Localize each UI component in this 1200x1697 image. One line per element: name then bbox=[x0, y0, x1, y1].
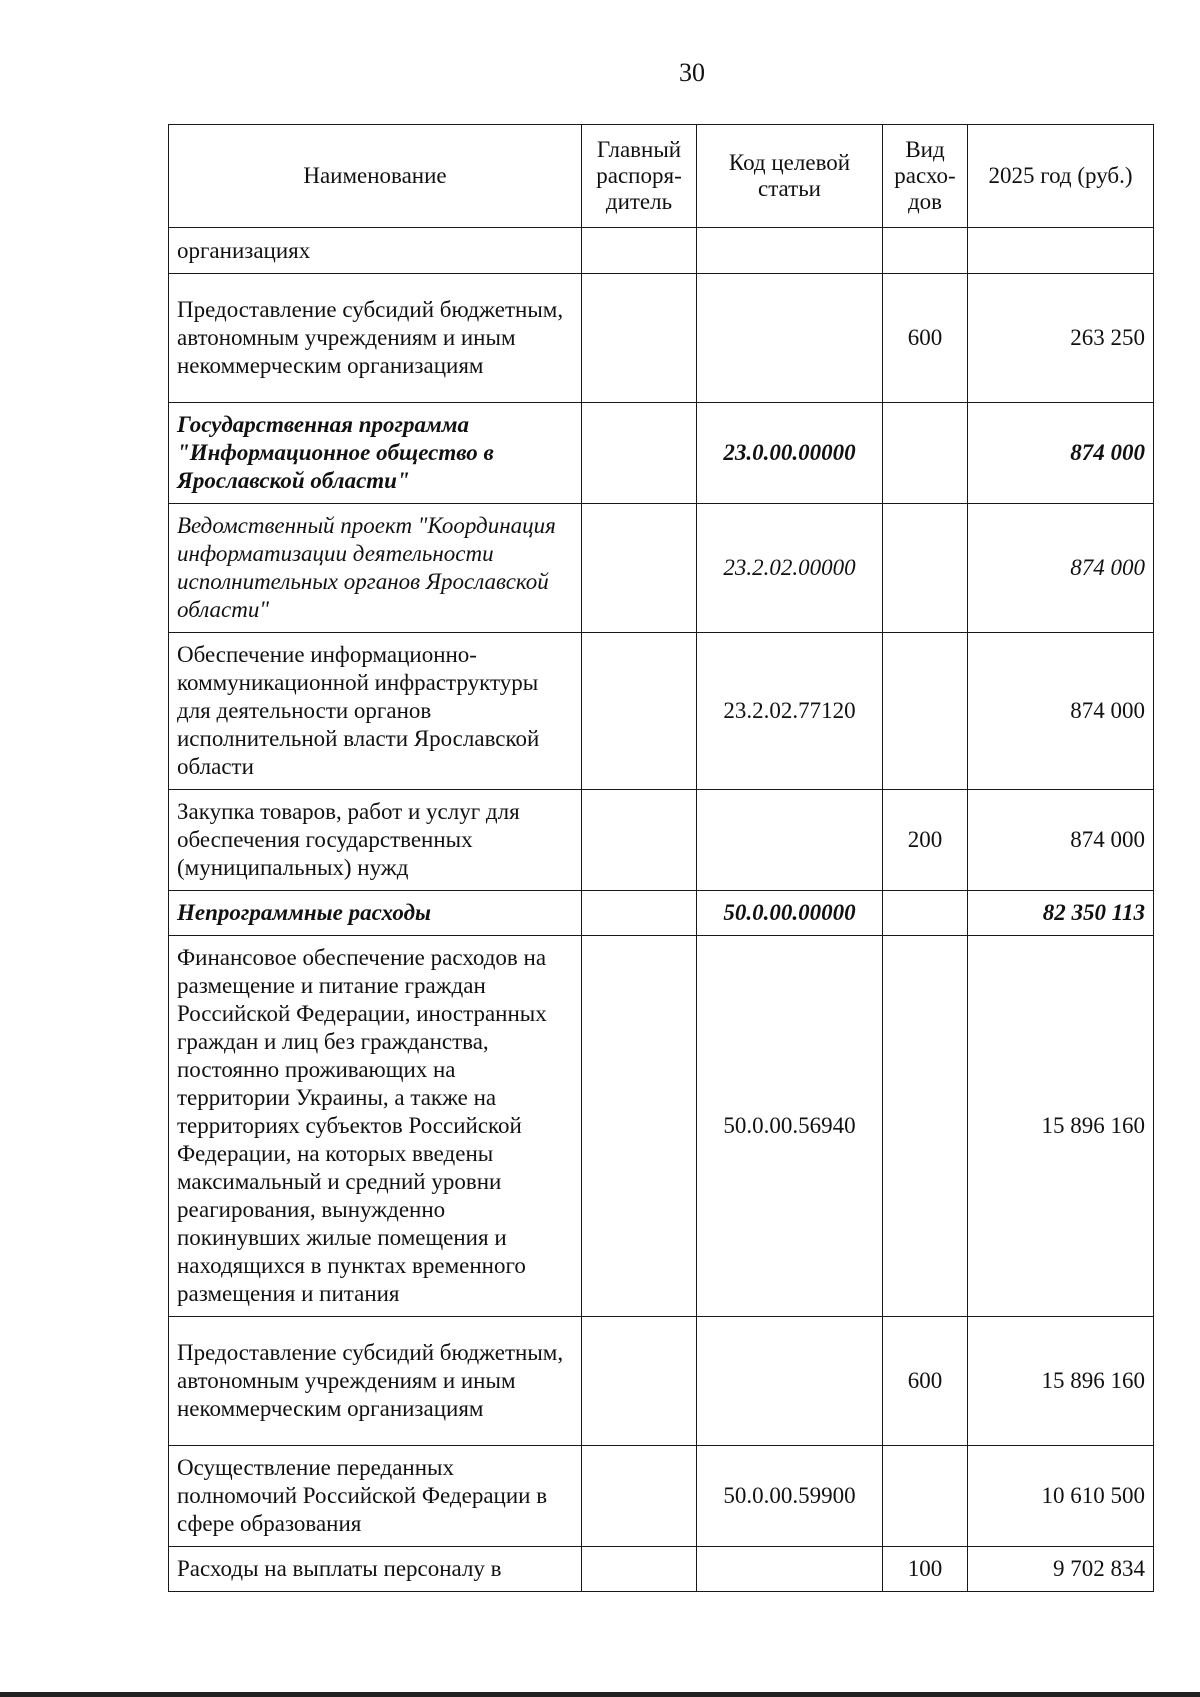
header-code: Код целевой статьи bbox=[697, 125, 883, 228]
cell-code: 23.2.02.00000 bbox=[697, 504, 883, 633]
cell-vid bbox=[883, 1446, 968, 1547]
cell-grbs bbox=[582, 1317, 697, 1446]
cell-vid bbox=[883, 403, 968, 504]
cell-grbs bbox=[582, 403, 697, 504]
cell-vid: 200 bbox=[883, 790, 968, 891]
table-row bbox=[169, 274, 1154, 403]
header-row bbox=[169, 125, 1154, 228]
cell-vid bbox=[883, 936, 968, 1317]
cell-amount: 874 000 bbox=[968, 633, 1154, 790]
cell-code bbox=[697, 1317, 883, 1446]
cell-vid bbox=[883, 228, 968, 274]
budget-table bbox=[168, 124, 1154, 1592]
table-row bbox=[169, 1446, 1154, 1547]
cell-name: организациях bbox=[169, 228, 582, 274]
cell-grbs bbox=[582, 891, 697, 936]
cell-name: Расходы на выплаты персоналу в bbox=[169, 1547, 582, 1592]
cell-code: 23.2.02.77120 bbox=[697, 633, 883, 790]
cell-grbs bbox=[582, 1446, 697, 1547]
cell-code bbox=[697, 790, 883, 891]
cell-vid: 600 bbox=[883, 1317, 968, 1446]
cell-amount: 874 000 bbox=[968, 403, 1154, 504]
cell-grbs bbox=[582, 228, 697, 274]
table-row bbox=[169, 633, 1154, 790]
table-row bbox=[169, 790, 1154, 891]
cell-grbs bbox=[582, 274, 697, 403]
cell-name: Непрограммные расходы bbox=[169, 891, 582, 936]
table-row bbox=[169, 228, 1154, 274]
table-row bbox=[169, 1547, 1154, 1592]
table-header bbox=[169, 125, 1154, 228]
cell-amount: 10 610 500 bbox=[968, 1446, 1154, 1547]
cell-name: Осуществление переданных полномочий Российской Федерации в сфере образования bbox=[169, 1446, 582, 1547]
cell-amount: 15 896 160 bbox=[968, 936, 1154, 1317]
cell-name: Государственная программа "Информационное общество в Ярославской области" bbox=[169, 403, 582, 504]
table-row bbox=[169, 403, 1154, 504]
cell-grbs bbox=[582, 504, 697, 633]
cell-code bbox=[697, 1547, 883, 1592]
cell-code: 50.0.00.59900 bbox=[697, 1446, 883, 1547]
cell-amount bbox=[968, 228, 1154, 274]
cell-vid bbox=[883, 633, 968, 790]
bottom-rule bbox=[0, 1692, 1200, 1697]
table-row bbox=[169, 891, 1154, 936]
table-row bbox=[169, 504, 1154, 633]
cell-name: Обеспечение информационно-коммуникационной инфраструктуры для деятельности органов исполнительной власти Ярославской области bbox=[169, 633, 582, 790]
header-grbs: Главный распоря-дитель bbox=[582, 125, 697, 228]
cell-amount: 15 896 160 bbox=[968, 1317, 1154, 1446]
header-amount: 2025 год (руб.) bbox=[968, 125, 1154, 228]
header-vid: Вид расхо-дов bbox=[883, 125, 968, 228]
table-row bbox=[169, 936, 1154, 1317]
cell-grbs bbox=[582, 790, 697, 891]
cell-code: 50.0.00.56940 bbox=[697, 936, 883, 1317]
cell-vid bbox=[883, 504, 968, 633]
cell-amount: 9 702 834 bbox=[968, 1547, 1154, 1592]
cell-name: Предоставление субсидий бюджетным, автономным учреждениям и иным некоммерческим организациям bbox=[169, 1317, 582, 1446]
cell-amount: 263 250 bbox=[968, 274, 1154, 403]
cell-code bbox=[697, 228, 883, 274]
page-number: 30 bbox=[679, 58, 705, 87]
cell-name: Предоставление субсидий бюджетным, автономным учреждениям и иным некоммерческим организациям bbox=[169, 274, 582, 403]
table-body bbox=[169, 228, 1154, 1592]
cell-amount: 874 000 bbox=[968, 504, 1154, 633]
cell-code: 23.0.00.00000 bbox=[697, 403, 883, 504]
table-row bbox=[169, 1317, 1154, 1446]
cell-grbs bbox=[582, 1547, 697, 1592]
cell-code bbox=[697, 274, 883, 403]
cell-vid: 100 bbox=[883, 1547, 968, 1592]
header-name: Наименование bbox=[169, 125, 582, 228]
cell-grbs bbox=[582, 936, 697, 1317]
cell-grbs bbox=[582, 633, 697, 790]
cell-vid bbox=[883, 891, 968, 936]
cell-code: 50.0.00.00000 bbox=[697, 891, 883, 936]
cell-name: Финансовое обеспечение расходов на размещение и питание граждан Российской Федерации, иностранных граждан и лиц без гражданства, постоянно проживающих на территории Украины, а также на территориях субъектов Российской Федерации, на которых введены максимальный и средний уровни реагирования, вынужденно покинувших жилые помещения и находящихся в пунктах временного размещения и питания bbox=[169, 936, 582, 1317]
cell-amount: 874 000 bbox=[968, 790, 1154, 891]
cell-name: Закупка товаров, работ и услуг для обеспечения государственных (муниципальных) нужд bbox=[169, 790, 582, 891]
cell-name: Ведомственный проект "Координация информатизации деятельности исполнительных органов Ярославской области" bbox=[169, 504, 582, 633]
cell-vid: 600 bbox=[883, 274, 968, 403]
cell-amount: 82 350 113 bbox=[968, 891, 1154, 936]
